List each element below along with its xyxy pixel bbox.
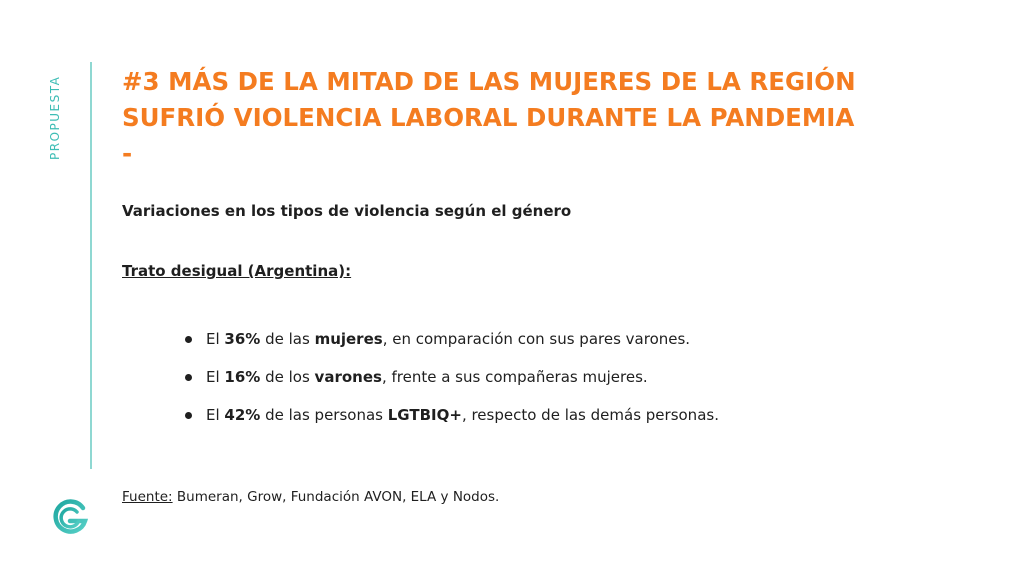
slide-subtitle: Variaciones en los tipos de violencia según el género [122, 202, 572, 220]
bullet-text: , frente a sus compañeras mujeres. [381, 368, 648, 386]
section-title: Trato desigual (Argentina): [122, 262, 352, 280]
bullet-percent: 16% [224, 368, 261, 386]
bullet-text: , respecto de las demás personas. [461, 406, 719, 424]
bullet-text: El [206, 368, 225, 386]
sidebar-label: PROPUESTA [48, 75, 62, 160]
bullet-text: El [206, 406, 225, 424]
bullet-group: varones [314, 368, 382, 386]
stats-list [182, 327, 862, 441]
bullet-icon [185, 412, 192, 419]
bullet-text: de las [260, 330, 315, 348]
grow-g-logo-icon [50, 497, 90, 537]
source-note [122, 489, 499, 505]
bullet-percent: 42% [224, 406, 261, 424]
list-item [182, 365, 862, 390]
bullet-percent: 36% [224, 330, 261, 348]
divider-line [90, 62, 92, 469]
bullet-text: El [206, 330, 225, 348]
bullet-group: mujeres [314, 330, 383, 348]
source-label: Fuente: [122, 489, 173, 505]
bullet-icon [185, 336, 192, 343]
bullet-icon [185, 374, 192, 381]
list-item [182, 327, 862, 352]
title-line-2: SUFRIÓ VIOLENCIA LABORAL DURANTE LA PANDEMIA [122, 103, 855, 132]
bullet-group: LGTBIQ+ [387, 406, 462, 424]
list-item [182, 403, 862, 428]
bullet-text: de las personas [260, 406, 388, 424]
bullet-text: , en comparación con sus pares varones. [382, 330, 691, 348]
title-line-1: #3 MÁS DE LA MITAD DE LAS MUJERES DE LA REGIÓN [122, 67, 856, 96]
bullet-text: de los [260, 368, 315, 386]
slide-title [122, 64, 952, 172]
title-line-3: - [122, 139, 133, 168]
source-text: Bumeran, Grow, Fundación AVON, ELA y Nodos. [172, 489, 500, 505]
